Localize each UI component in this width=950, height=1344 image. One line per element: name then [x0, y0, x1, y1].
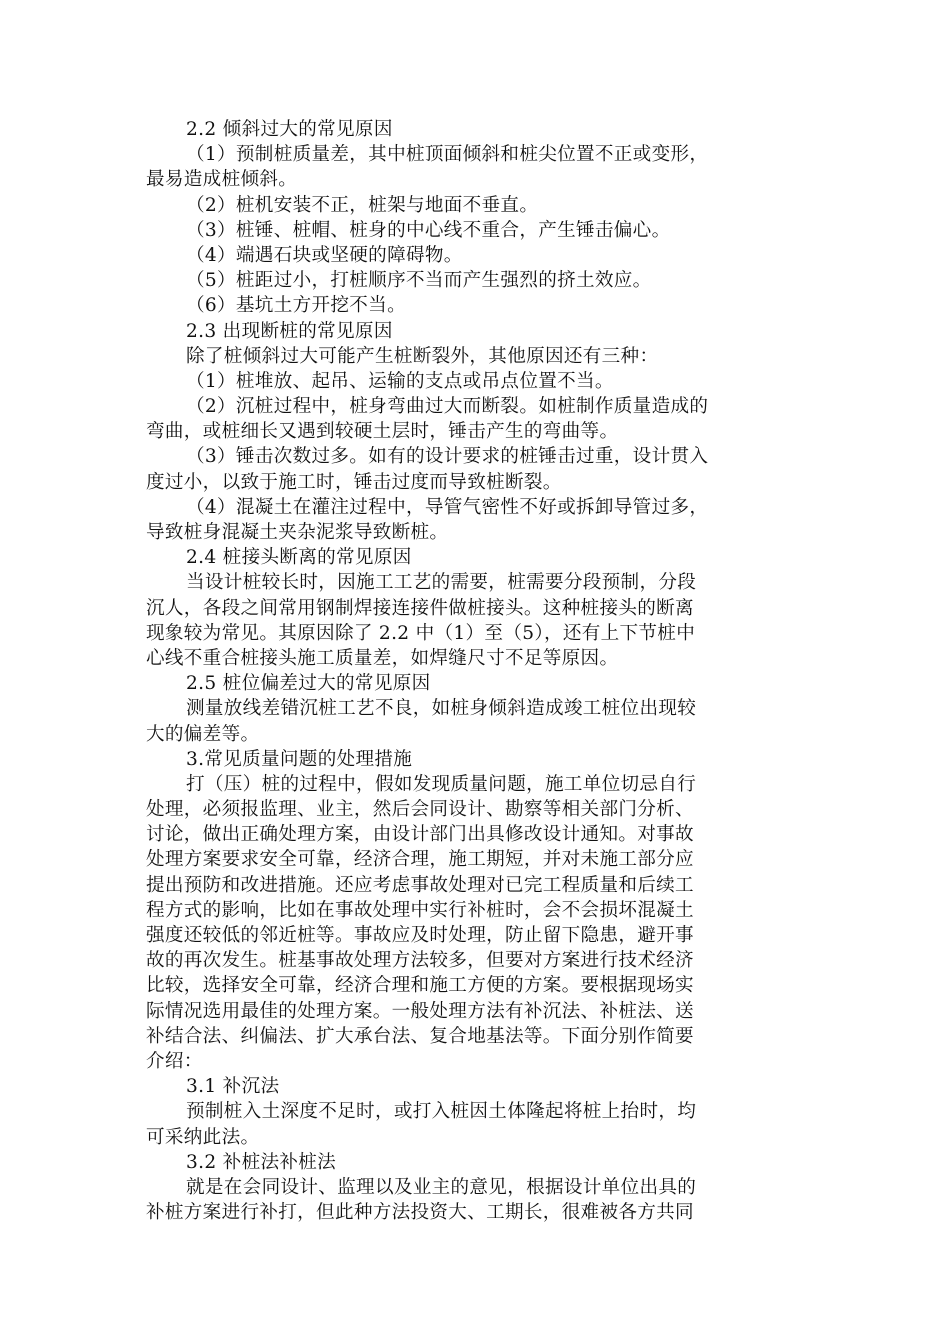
text-line: （5）桩距过小，打桩顺序不当而产生强烈的挤土效应。: [186, 270, 652, 292]
text-line: 故的再次发生。桩基事故处理方法较多，但要对方案进行技术经济: [146, 950, 694, 972]
text-line: 比较，选择安全可靠，经济合理和施工方便的方案。要根据现场实: [146, 975, 694, 997]
text-line: 预制桩入土深度不足时，或打入桩因土体隆起将桩上抬时，均: [186, 1101, 697, 1123]
text-line: 大的偏差等。: [146, 723, 260, 745]
text-line: （1）预制桩质量差，其中桩顶面倾斜和桩尖位置不正或变形，: [186, 144, 709, 166]
text-line: 弯曲，或桩细长又遇到较硬土层时，锤击产生的弯曲等。: [146, 421, 619, 443]
text-line: 最易造成桩倾斜。: [146, 169, 298, 191]
text-line: （3）锤击次数过多。如有的设计要求的桩锤击过重，设计贯入: [186, 446, 709, 468]
text-line: （3）桩锤、桩帽、桩身的中心线不重合，产生锤击偏心。: [186, 219, 671, 241]
text-line: 2.2 倾斜过大的常见原因: [186, 119, 393, 140]
text-line: 讨论，做出正确处理方案，由设计部门出具修改设计通知。对事故: [146, 824, 694, 846]
text-line: 提出预防和改进措施。还应考虑事故处理对已完工程质量和后续工: [146, 874, 694, 896]
text-line: 2.3 出现断桩的常见原因: [186, 320, 393, 342]
text-line: 补结合法、纠偏法、扩大承台法、复合地基法等。下面分别作简要: [146, 1025, 694, 1047]
text-line: （4）端遇石块或坚硬的障碍物。: [186, 244, 463, 266]
text-line: 3.常见质量问题的处理措施: [186, 748, 413, 770]
text-line: 3.2 补桩法补桩法: [186, 1151, 337, 1173]
text-line: 2.4 桩接头断离的常见原因: [186, 547, 412, 569]
text-line: 测量放线差错沉桩工艺不良，如桩身倾斜造成竣工桩位出现较: [186, 698, 697, 720]
text-line: 打（压）桩的过程中，假如发现质量问题，施工单位切忌自行: [186, 773, 697, 795]
text-line: 当设计桩较长时，因施工工艺的需要，桩需要分段预制，分段: [186, 572, 697, 594]
text-line: 介绍：: [146, 1050, 203, 1072]
text-line: 就是在会同设计、监理以及业主的意见，根据设计单位出具的: [186, 1176, 697, 1198]
text-line: 处理，必须报监理、业主，然后会同设计、勘察等相关部门分析、: [146, 799, 694, 821]
text-line: 2.5 桩位偏差过大的常见原因: [186, 673, 431, 695]
text-line: 沉人，各段之间常用钢制焊接连接件做桩接头。这种桩接头的断离: [146, 597, 694, 619]
text-line: 3.1 补沉法: [186, 1076, 280, 1098]
text-line: 除了桩倾斜过大可能产生桩断裂外，其他原因还有三种：: [186, 345, 659, 367]
text-line: 强度还较低的邻近桩等。事故应及时处理，防止留下隐患，避开事: [146, 925, 694, 946]
text-line: （2）桩机安装不正，桩架与地面不垂直。: [186, 194, 539, 216]
text-line: 度过小，以致于施工时，锤击过度而导致桩断裂。: [146, 471, 562, 493]
text-line: 现象较为常见。其原因除了 2.2 中（1）至（5），还有上下节桩中: [146, 622, 696, 644]
text-line: 心线不重合桩接头施工质量差，如焊缝尺寸不足等原因。: [146, 647, 619, 669]
text-line: 际情况选用最佳的处理方案。一般处理方法有补沉法、补桩法、送: [146, 1000, 694, 1022]
text-line: （2）沉桩过程中，桩身弯曲过大而断裂。如桩制作质量造成的: [186, 396, 709, 418]
text-line: 导致桩身混凝土夹杂泥浆导致断桩。: [146, 522, 449, 543]
text-line: （4）混凝土在灌注过程中，导管气密性不好或拆卸导管过多，: [186, 496, 709, 518]
text-line: 可采纳此法。: [146, 1126, 260, 1148]
text-line: 程方式的影响，比如在事故处理中实行补桩时，会不会损坏混凝土: [146, 899, 694, 921]
text-line: 处理方案要求安全可靠，经济合理，施工期短，并对未施工部分应: [146, 849, 694, 871]
document-page: [146, 117, 806, 1225]
text-line: （6）基坑土方开挖不当。: [186, 295, 406, 317]
text-line: （1）桩堆放、起吊、运输的支点或吊点位置不当。: [186, 370, 614, 392]
text-line: 补桩方案进行补打，但此种方法投资大、工期长，很难被各方共同: [146, 1202, 694, 1224]
